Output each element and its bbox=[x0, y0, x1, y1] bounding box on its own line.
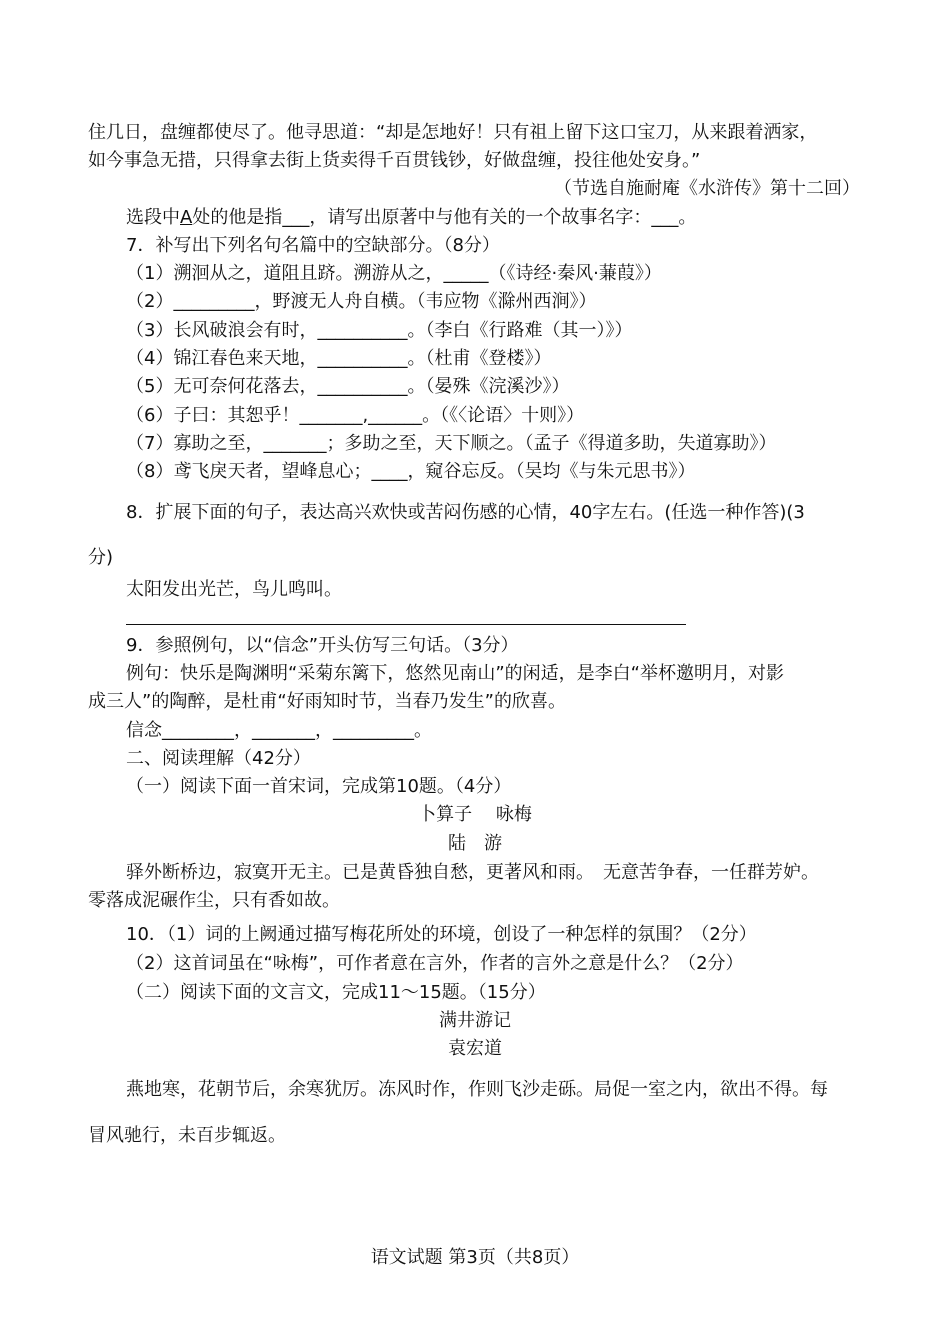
question-9-example-1: 例句：快乐是陶渊明“采菊东篱下，悠然见南山”的闲适，是李白“举杯邀明月，对影 bbox=[126, 663, 784, 684]
poem-title: 卜算子 咏梅 bbox=[418, 804, 532, 825]
question-6-mark: A bbox=[180, 207, 193, 228]
poem-line-2: 零落成泥碾作尘，只有香如故。 bbox=[88, 890, 340, 911]
section-2-title: （二）阅读下面的文言文，完成11～15题。（15分） bbox=[126, 982, 546, 1003]
question-8-title: 8．扩展下面的句子，表达高兴欢快或苦闷伤感的心情，40字左右。(任选一种作答)(3 bbox=[126, 502, 805, 523]
prose-author: 袁宏道 bbox=[448, 1038, 502, 1059]
prose-line-2: 冒风驰行，未百步辄返。 bbox=[88, 1125, 286, 1146]
question-10-2: （2）这首词虽在“咏梅”，可作者意在言外，作者的言外之意是什么？（2分） bbox=[126, 953, 744, 974]
prose-line-1: 燕地寒，花朝节后，余寒犹厉。冻风时作，作则飞沙走砾。局促一室之内，欲出不得。每 bbox=[126, 1079, 828, 1100]
poem-line-1: 驿外断桥边，寂寞开无主。已是黄昏独自愁，更著风和雨。 无意苦争春，一任群芳妒。 bbox=[126, 862, 819, 883]
excerpt-line-1: 住几日，盘缠都使尽了。他寻思道：“却是怎地好！只有祖上留下这口宝刀，从来跟着洒家， bbox=[88, 122, 818, 143]
question-7-item-2: （2）_________，野渡无人舟自横。（韦应物《滁州西涧》） bbox=[126, 291, 597, 312]
section-1-title: （一）阅读下面一首宋词，完成第10题。（4分） bbox=[126, 776, 512, 797]
question-7-item-3: （3）长风破浪会有时，__________。（李白《行路难（其一）》） bbox=[126, 320, 633, 341]
question-10-1: 10．（1）词的上阙通过描写梅花所处的环境，创设了一种怎样的氛围？（2分） bbox=[126, 924, 757, 945]
question-6-part bbox=[126, 206, 696, 230]
question-6-prefix: 选段中 bbox=[126, 207, 180, 228]
answer-line bbox=[126, 624, 686, 625]
question-9-example-2: 成三人”的陶醉，是杜甫“好雨知时节，当春乃发生”的欣喜。 bbox=[88, 691, 566, 712]
question-7-item-8: （8）鸢飞戾天者，望峰息心；____，窥谷忘反。（吴均《与朱元思书》） bbox=[126, 461, 696, 482]
question-7-item-4: （4）锦江春色来天地，__________。（杜甫《登楼》） bbox=[126, 348, 552, 369]
excerpt-line-2: 如今事急无措，只得拿去街上货卖得千百贯钱钞，好做盘缠，投往他处安身。” bbox=[88, 150, 701, 171]
question-6-rest: 处的他是指___，请写出原著中与他有关的一个故事名字：___。 bbox=[192, 207, 697, 228]
question-7-item-7: （7）寡助之至，_______；多助之至，天下顺之。（孟子《得道多助，失道寡助》） bbox=[126, 433, 777, 454]
page-footer: 语文试题 第3页（共8页） bbox=[370, 1247, 580, 1268]
question-9-title: 9．参照例句，以“信念”开头仿写三句话。（3分） bbox=[126, 635, 519, 656]
question-7-item-6: （6）子曰：其恕乎！_______,______。（《〈论语〉十则》） bbox=[126, 405, 585, 426]
part-2-title: 二、阅读理解（42分） bbox=[126, 748, 311, 769]
prose-title: 满井游记 bbox=[439, 1010, 511, 1031]
question-8-sentence: 太阳发出光芒，鸟儿鸣叫。 bbox=[126, 579, 342, 600]
question-8-title-cont: 分) bbox=[88, 547, 114, 568]
question-7-title: 7．补写出下列名句名篇中的空缺部分。（8分） bbox=[126, 235, 500, 256]
question-7-item-5: （5）无可奈何花落去，__________。（晏殊《浣溪沙》） bbox=[126, 376, 570, 397]
question-7-item-1: （1）溯洄从之，道阻且跻。溯游从之，_____（《诗经·秦风·蒹葭》） bbox=[126, 263, 662, 284]
excerpt-source: （节选自施耐庵《水浒传》第十二回） bbox=[554, 178, 860, 199]
question-9-answer: 信念________，_______，_________。 bbox=[126, 720, 432, 741]
poem-author: 陆 游 bbox=[448, 833, 502, 854]
